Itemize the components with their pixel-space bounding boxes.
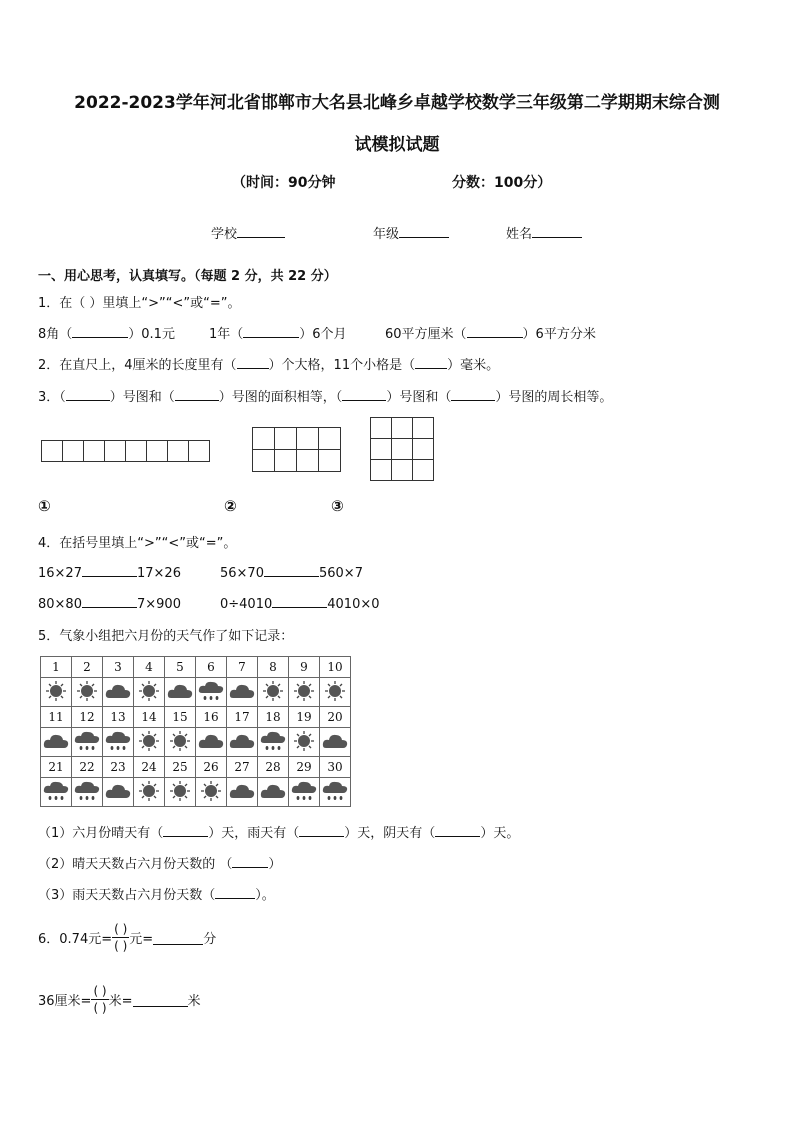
q4-e1: 16×27 (38, 566, 82, 581)
q5-sub1-p3: ）天，阴天有（ (344, 826, 436, 841)
q3-text (38, 386, 612, 405)
q1-c-blank[interactable] (467, 324, 523, 338)
cloudy-icon (165, 678, 196, 707)
name-field[interactable] (506, 223, 582, 242)
sunny-icon (165, 778, 196, 807)
q5-sub2-blank[interactable] (232, 854, 268, 868)
page-title-line2: 试模拟试题 (354, 135, 440, 155)
weather-day-number: 23 (103, 757, 134, 778)
sunny-icon (320, 678, 351, 707)
q5-sub1-p2: ）天，雨天有（ (208, 826, 300, 841)
rainy-icon (41, 778, 72, 807)
rainy-icon (258, 728, 289, 757)
q6-a-fraction[interactable] (112, 921, 129, 954)
q5-sub1-p4: ）天。 (480, 826, 520, 841)
figure-1-label: ① (38, 497, 51, 515)
q4-e4: 560×7 (318, 566, 363, 581)
sunny-icon (134, 778, 165, 807)
figure-1-grid (41, 440, 210, 462)
q1-a-right: ）0.1元 (128, 327, 175, 342)
q1-c-left: 60平方厘米（ (385, 327, 467, 342)
rainy-icon (72, 778, 103, 807)
sunny-icon (196, 778, 227, 807)
q5-sunny-blank[interactable] (163, 823, 208, 837)
sunny-icon (134, 728, 165, 757)
time-limit: （时间：90分钟 (232, 175, 336, 191)
weather-day-number: 14 (134, 707, 165, 728)
q6-a-denominator: ( ) (114, 939, 128, 953)
q4-e3: 56×70 (220, 566, 264, 581)
q4-e8: 4010×0 (327, 597, 380, 612)
q1-a-left: 8角（ (38, 327, 73, 342)
q6-b-blank[interactable] (133, 993, 188, 1007)
q1-prompt: 1．在（ ）里填上“>”“<”或“=”。 (38, 296, 241, 311)
q3-blank1[interactable] (66, 387, 110, 401)
weather-day-row (41, 657, 351, 678)
q3-blank4[interactable] (451, 387, 495, 401)
name-blank[interactable] (532, 224, 582, 238)
rainy-icon (103, 728, 134, 757)
weather-day-number: 29 (289, 757, 320, 778)
weather-day-number: 28 (258, 757, 289, 778)
weather-day-number: 26 (196, 757, 227, 778)
q2-p3: ）毫米。 (447, 358, 500, 373)
sunny-icon (41, 678, 72, 707)
weather-day-row (41, 707, 351, 728)
q6-b-fraction[interactable] (91, 983, 108, 1016)
q6-a-right: 分 (203, 932, 217, 947)
q2-p2: ）个大格，11个小格是（ (268, 358, 416, 373)
q4-item-3 (38, 594, 181, 612)
q4-item-1 (38, 563, 181, 581)
weather-day-number: 24 (134, 757, 165, 778)
q3-p5: ）号图的周长相等。 (495, 390, 613, 405)
q6-a-numerator: ( ) (114, 922, 128, 936)
q3-p4: ）号图和（ (386, 390, 452, 405)
sunny-icon (258, 678, 289, 707)
weather-day-number: 9 (289, 657, 320, 678)
rainy-icon (289, 778, 320, 807)
q2-blank2[interactable] (415, 355, 447, 369)
q2-blank1[interactable] (237, 355, 269, 369)
weather-day-number: 6 (196, 657, 227, 678)
school-label: 学校 (211, 227, 238, 242)
q4-blank2[interactable] (264, 563, 319, 577)
weather-day-number: 13 (103, 707, 134, 728)
weather-day-number: 17 (227, 707, 258, 728)
weather-day-number: 18 (258, 707, 289, 728)
weather-day-number: 8 (258, 657, 289, 678)
weather-day-number: 5 (165, 657, 196, 678)
cloudy-icon (227, 778, 258, 807)
cloudy-icon (196, 728, 227, 757)
q1-item-b (209, 323, 347, 342)
q1-c-right: ）6平方分米 (522, 327, 596, 342)
grade-blank[interactable] (399, 224, 449, 238)
weather-day-number: 21 (41, 757, 72, 778)
q1-b-right: ）6个月 (299, 327, 347, 342)
cloudy-icon (258, 778, 289, 807)
rainy-icon (320, 778, 351, 807)
q6-b-right: 米 (187, 994, 201, 1009)
q6-b-mid: 米= (108, 994, 133, 1009)
sunny-icon (165, 728, 196, 757)
grade-label: 年级 (373, 227, 400, 242)
q5-sub1-p1: （1）六月份晴天有（ (38, 826, 164, 841)
cloudy-icon (227, 728, 258, 757)
weather-day-number: 22 (72, 757, 103, 778)
weather-day-number: 10 (320, 657, 351, 678)
q3-p2: ）号图和（ (109, 390, 175, 405)
figure-3-label: ③ (331, 497, 344, 515)
weather-day-number: 12 (72, 707, 103, 728)
cloudy-icon (320, 728, 351, 757)
name-label: 姓名 (506, 227, 533, 242)
q5-sub2-p1: （2）晴天天数占六月份天数的 （ (38, 857, 233, 872)
sunny-icon (72, 678, 103, 707)
q6-item-a (38, 921, 216, 954)
q6-b-numerator: ( ) (93, 984, 107, 998)
rainy-icon (72, 728, 103, 757)
total-score: 分数：100分） (452, 175, 552, 191)
grade-field[interactable] (373, 223, 449, 242)
q5-sub2 (38, 853, 281, 872)
figure-2-label: ② (224, 497, 237, 515)
q6-a-left: 6．0.74元= (38, 932, 113, 947)
weather-day-number: 7 (227, 657, 258, 678)
weather-day-number: 20 (320, 707, 351, 728)
q6-item-b (38, 983, 201, 1016)
q5-sub3-p2: ）。 (255, 888, 275, 903)
q5-sub1 (38, 822, 519, 841)
q5-rainy-blank[interactable] (299, 823, 344, 837)
school-field[interactable] (211, 223, 285, 242)
q3-p3: ）号图的面积相等，（ (218, 390, 343, 405)
cloudy-icon (227, 678, 258, 707)
weather-day-row (41, 757, 351, 778)
q1-a-blank[interactable] (72, 324, 128, 338)
q4-item-4 (220, 594, 380, 612)
q1-b-left: 1年（ (209, 327, 244, 342)
q4-e7: 0÷4010 (220, 597, 273, 612)
q4-prompt: 4．在括号里填上“>”“<”或“=”。 (38, 536, 237, 551)
school-blank[interactable] (237, 224, 285, 238)
weather-day-number: 16 (196, 707, 227, 728)
q4-blank3[interactable] (82, 594, 137, 608)
q4-item-2 (220, 563, 363, 581)
q6-b-left: 36厘米= (38, 994, 92, 1009)
sunny-icon (134, 678, 165, 707)
weather-day-number: 15 (165, 707, 196, 728)
q5-sub3-blank[interactable] (215, 885, 255, 899)
weather-day-number: 2 (72, 657, 103, 678)
q5-sub3-p1: （3）雨天天数占六月份天数（ (38, 888, 216, 903)
cloudy-icon (41, 728, 72, 757)
q4-e6: 7×900 (136, 597, 181, 612)
rainy-icon (196, 678, 227, 707)
weather-day-number: 3 (103, 657, 134, 678)
weather-icon-row (41, 678, 351, 707)
q1-b-blank[interactable] (243, 324, 299, 338)
q6-a-blank[interactable] (153, 931, 203, 945)
weather-icon-row (41, 728, 351, 757)
q5-cloudy-blank[interactable] (435, 823, 480, 837)
weather-day-number: 4 (134, 657, 165, 678)
weather-day-number: 30 (320, 757, 351, 778)
section1-heading: 一、用心思考，认真填写。（每题 2 分，共 22 分） (38, 269, 337, 284)
cloudy-icon (103, 778, 134, 807)
weather-table (40, 656, 351, 807)
page-title-line1: 2022-2023学年河北省邯郸市大名县北峰乡卓越学校数学三年级第二学期期末综合测 (74, 93, 720, 113)
weather-day-number: 19 (289, 707, 320, 728)
q1-item-c (385, 323, 596, 342)
q2-p1: 2．在直尺上，4厘米的长度里有（ (38, 358, 237, 373)
figure-2-grid (252, 427, 341, 472)
q1-item-a (38, 323, 175, 342)
figure-3-grid (370, 417, 434, 481)
q4-e2: 17×26 (136, 566, 181, 581)
q6-b-denominator: ( ) (93, 1001, 107, 1015)
weather-day-number: 25 (165, 757, 196, 778)
weather-icon-row (41, 778, 351, 807)
sunny-icon (289, 728, 320, 757)
q2-text (38, 354, 499, 373)
q5-sub2-p2: ） (268, 857, 282, 872)
weather-day-number: 27 (227, 757, 258, 778)
sunny-icon (289, 678, 320, 707)
q4-e5: 80×80 (38, 597, 82, 612)
q5-sub3 (38, 884, 275, 903)
q3-blank2[interactable] (175, 387, 219, 401)
q3-p1: 3．（ (38, 390, 66, 405)
q5-prompt: 5．气象小组把六月份的天气作了如下记录： (38, 629, 294, 644)
q6-a-mid: 元= (129, 932, 154, 947)
q4-blank4[interactable] (272, 594, 327, 608)
weather-day-number: 1 (41, 657, 72, 678)
weather-day-number: 11 (41, 707, 72, 728)
q4-blank1[interactable] (82, 563, 137, 577)
cloudy-icon (103, 678, 134, 707)
q3-blank3[interactable] (342, 387, 386, 401)
